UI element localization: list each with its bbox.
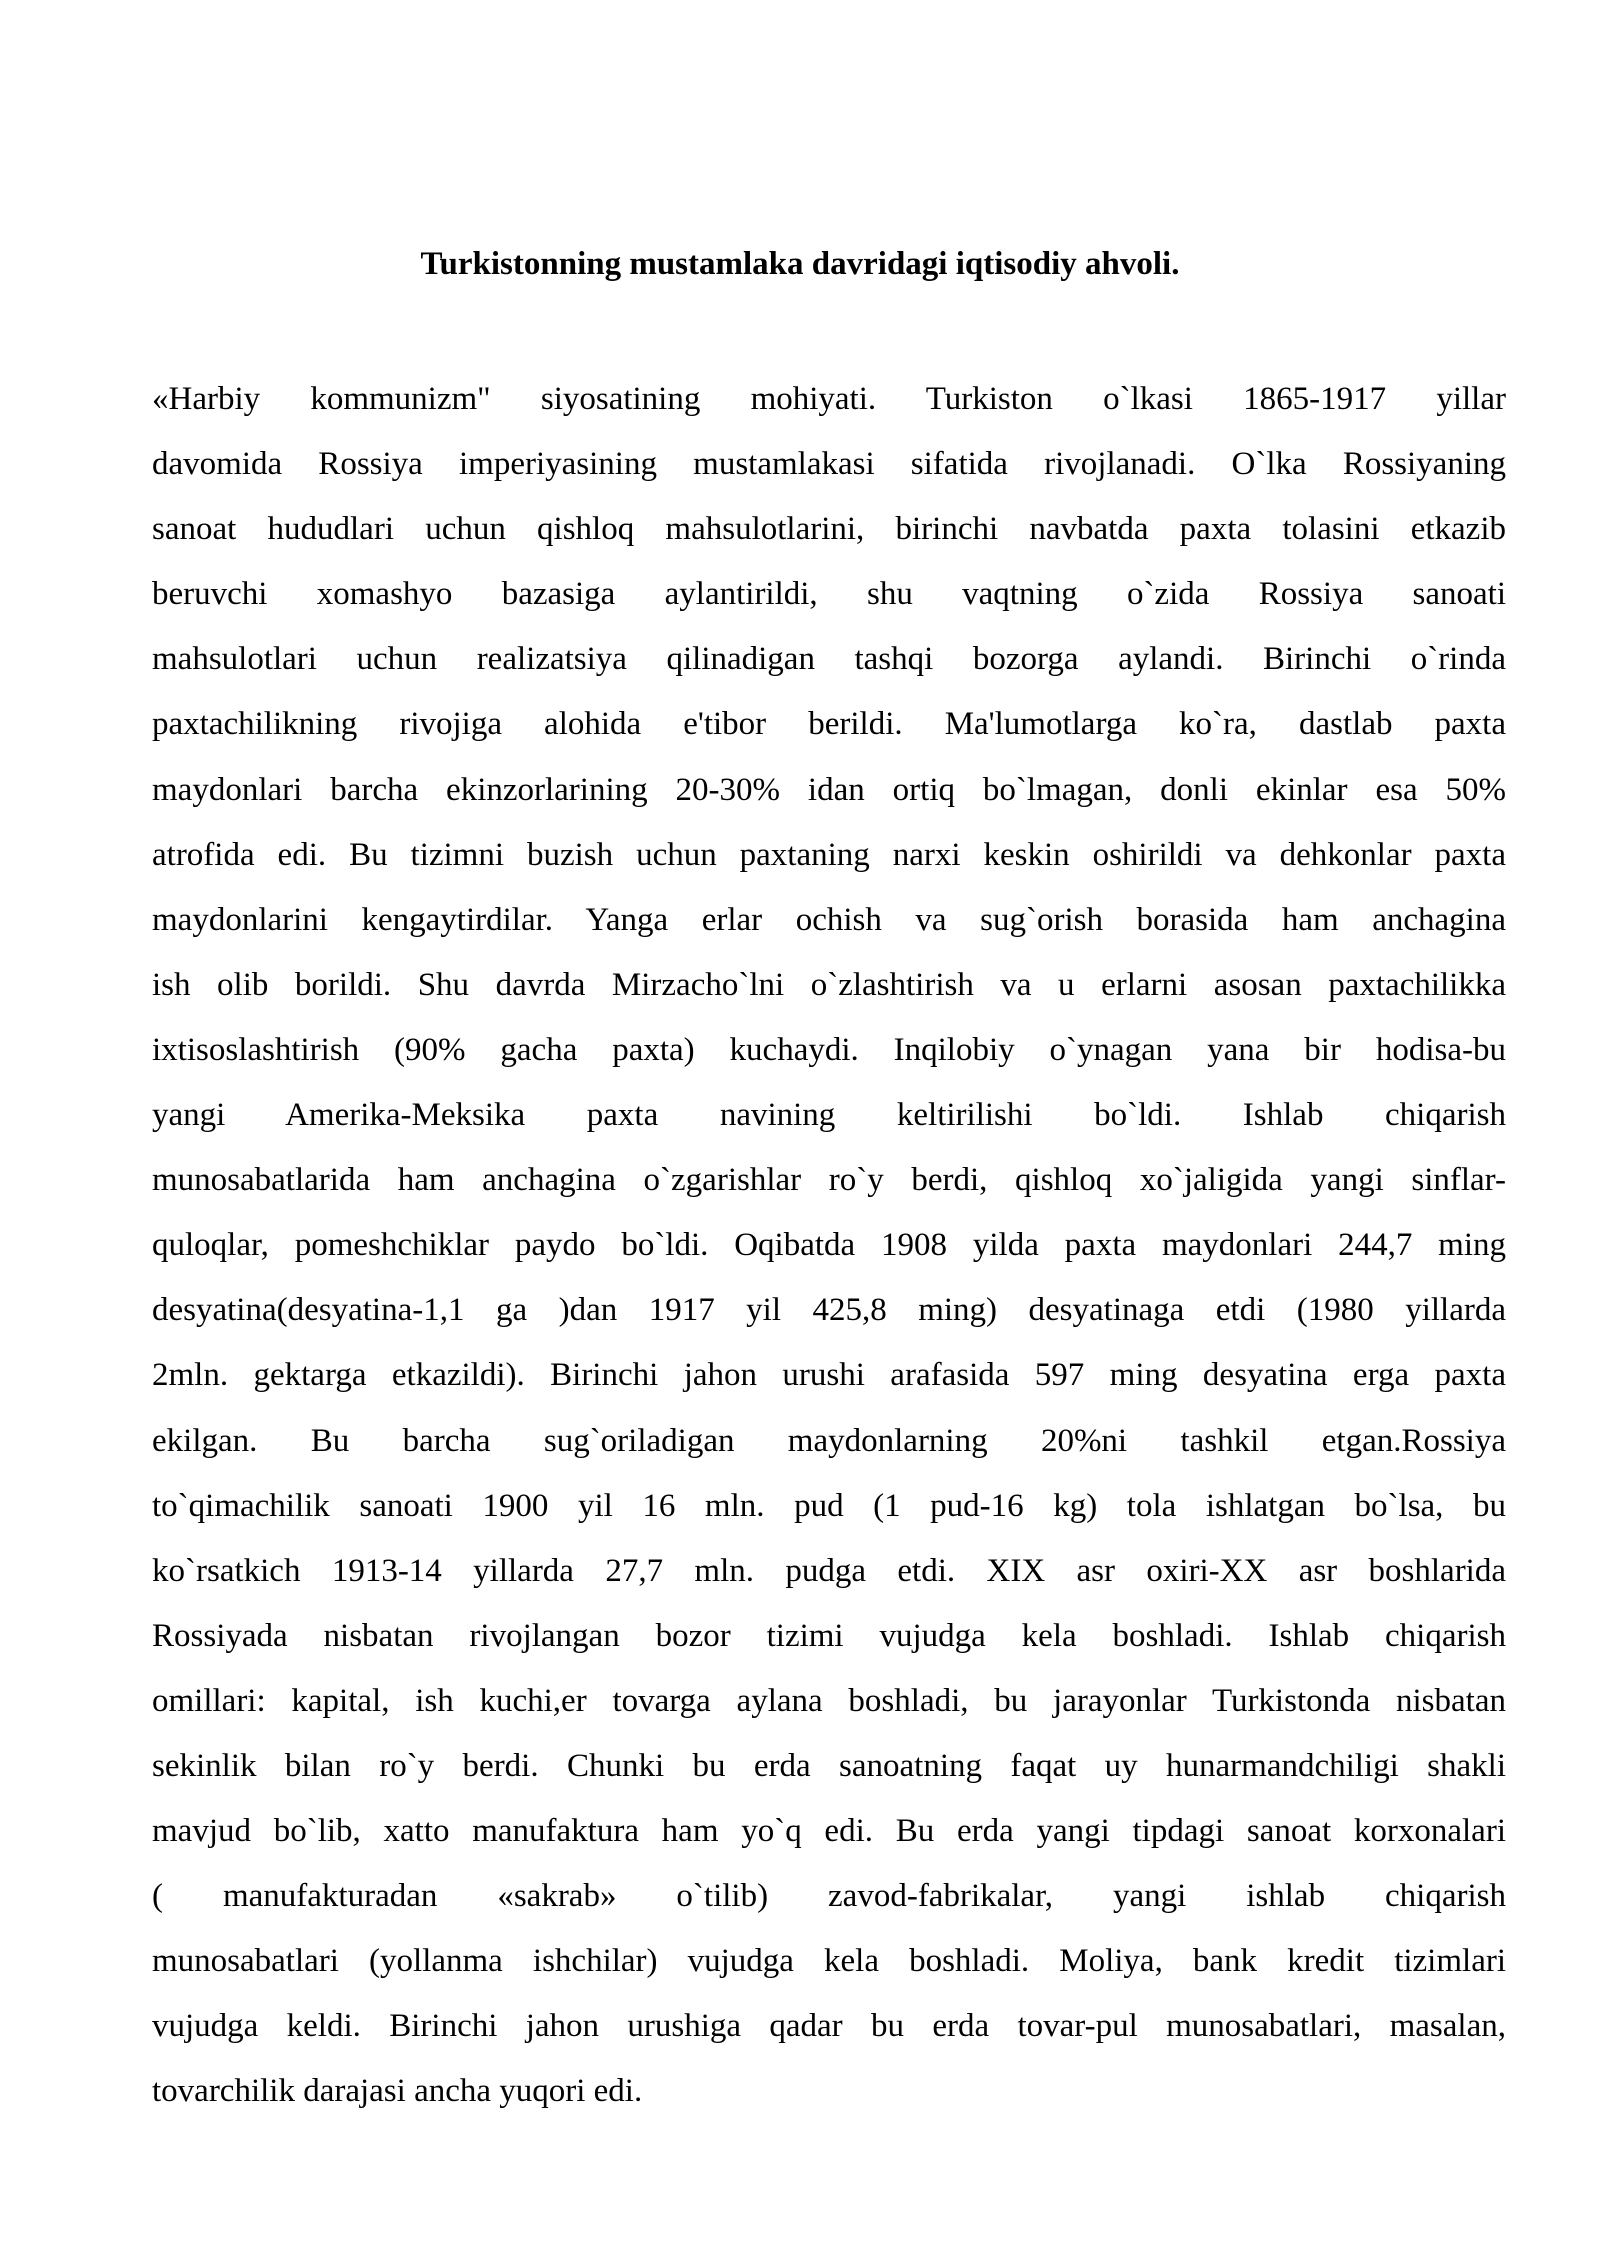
text-line: ish olib borildi. Shu davrda Mirzacho`lni o`zlashtirish va u erlarni asosan paxtachilikka xyxy=(152,966,1506,1003)
text-line: ( manufakturadan «sakrab» o`tilib) zavod-fabrikalar, yangi ishlab chiqarish xyxy=(152,1878,1506,1915)
text-line: ko`rsatkich 1913-14 yillarda 27,7 mln. pudga etdi. XIX asr oxiri-XX asr boshlarida xyxy=(152,1552,1506,1589)
text-line: munosabatlarida ham anchagina o`zgarishlar ro`y berdi, qishloq xo`jaligida yangi sinflar- xyxy=(152,1162,1506,1199)
text-line: atrofida edi. Bu tizimni buzish uchun paxtaning narxi keskin oshirildi va dehkonlar paxta xyxy=(152,836,1506,873)
text-line: to`qimachilik sanoati 1900 yil 16 mln. pud (1 pud-16 kg) tola ishlatgan bo`lsa, bu xyxy=(152,1487,1506,1524)
text-line: vujudga keldi. Birinchi jahon urushiga qadar bu erda tovar-pul munosabatlari, masalan, xyxy=(152,2008,1506,2045)
text-line: davomida Rossiya imperiyasining mustamlakasi sifatida rivojlanadi. O`lka Rossiyaning xyxy=(152,446,1506,483)
text-line: mavjud bo`lib, xatto manufaktura ham yo`q edi. Bu erda yangi tipdagi sanoat korxonalari xyxy=(152,1813,1506,1850)
body-paragraph xyxy=(152,367,1506,2125)
text-line: tovarchilik darajasi ancha yuqori edi. xyxy=(152,2073,643,2110)
text-line: «Harbiy kommunizm" siyosatining mohiyati. Turkiston o`lkasi 1865-1917 yillar xyxy=(152,381,1506,417)
text-line: sekinlik bilan ro`y berdi. Chunki bu erda sanoatning faqat uy hunarmandchiligi shakli xyxy=(152,1747,1506,1784)
text-line: munosabatlari (yollanma ishchilar) vujudga kela boshladi. Moliya, bank kredit tizimlari xyxy=(152,1943,1506,1980)
text-line: 2mln. gektarga etkazildi). Birinchi jahon urushi arafasida 597 ming desyatina erga paxta xyxy=(152,1357,1506,1394)
text-line: Rossiyada nisbatan rivojlangan bozor tizimi vujudga kela boshladi. Ishlab chiqarish xyxy=(152,1617,1506,1654)
text-line: ekilgan. Bu barcha sug`oriladigan maydonlarning 20%ni tashkil etgan.Rossiya xyxy=(152,1422,1506,1459)
text-line: quloqlar, pomeshchiklar paydo bo`ldi. Oqibatda 1908 yilda paxta maydonlari 244,7 ming xyxy=(152,1227,1506,1264)
text-line: sanoat hududlari uchun qishloq mahsulotlarini, birinchi navbatda paxta tolasini etkazib xyxy=(152,511,1506,548)
text-line: maydonlari barcha ekinzorlarining 20-30% idan ortiq bo`lmagan, donli ekinlar esa 50% xyxy=(152,771,1506,808)
document-title: Turkistonning mustamlaka davridagi iqtisodiy ahvoli. xyxy=(420,246,1180,282)
text-line: mahsulotlari uchun realizatsiya qilinadigan tashqi bozorga aylandi. Birinchi o`rinda xyxy=(152,641,1506,678)
text-line: yangi Amerika-Meksika paxta navining keltirilishi bo`ldi. Ishlab chiqarish xyxy=(152,1097,1506,1134)
text-line: maydonlarini kengaytirdilar. Yanga erlar ochish va sug`orish borasida ham anchagina xyxy=(152,901,1506,938)
text-line: ixtisoslashtirish (90% gacha paxta) kuchaydi. Inqilobiy o`ynagan yana bir hodisa-bu xyxy=(152,1031,1506,1068)
text-line: paxtachilikning rivojiga alohida e'tibor berildi. Ma'lumotlarga ko`ra, dastlab paxta xyxy=(152,706,1506,743)
text-line: desyatina(desyatina-1,1 ga )dan 1917 yil 425,8 ming) desyatinaga etdi (1980 yillarda xyxy=(152,1292,1506,1329)
text-line: omillari: kapital, ish kuchi,er tovarga aylana boshladi, bu jarayonlar Turkistonda nisbatan xyxy=(152,1682,1506,1719)
text-line: beruvchi xomashyo bazasiga aylantirildi, shu vaqtning o`zida Rossiya sanoati xyxy=(152,576,1506,613)
